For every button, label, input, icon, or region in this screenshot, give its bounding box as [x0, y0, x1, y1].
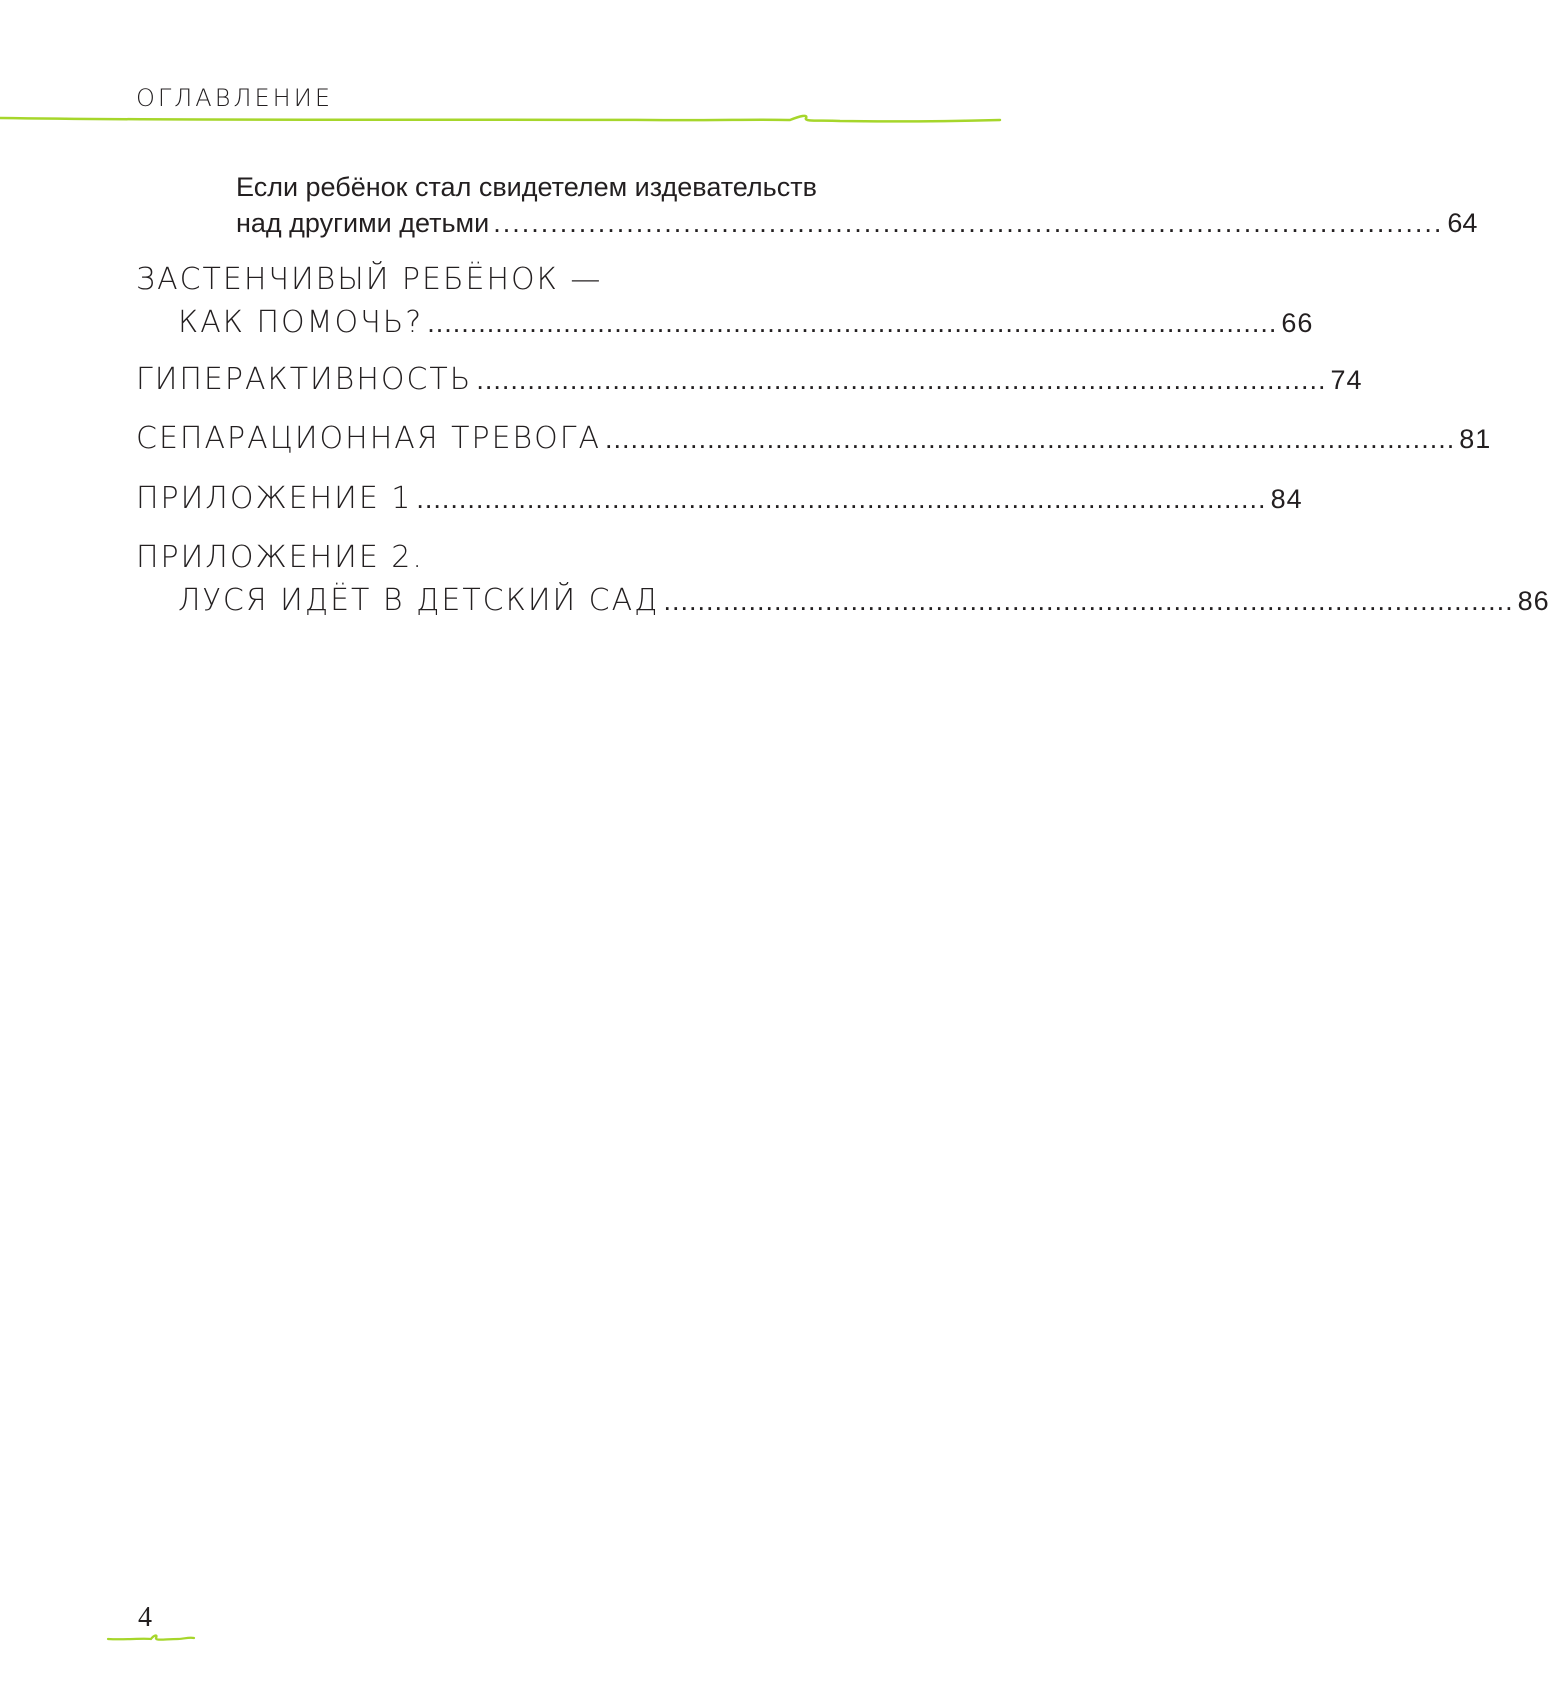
toc-entry-line: [236, 172, 950, 203]
header-rule: [0, 108, 1000, 134]
toc-entry-line: [136, 421, 1492, 456]
toc-page-number: 86: [1517, 586, 1550, 616]
toc-entry-appendix-1[interactable]: [136, 481, 1303, 516]
toc-entry-title: ЛУСЯ ИДЁТ В ДЕТСКИЙ САД: [178, 583, 660, 618]
toc-entry-line: [136, 262, 950, 297]
toc-entry-hyperactivity[interactable]: [136, 362, 1363, 397]
toc-entry-line: [136, 583, 1550, 618]
toc-entry-bullying-witness[interactable]: [236, 172, 1478, 239]
toc-page-number: 66: [1281, 308, 1314, 338]
toc-entry-separation-anxiety[interactable]: [136, 421, 1492, 456]
dot-leader: ....................................................................................................: [605, 424, 1456, 454]
toc-entry-shy-child[interactable]: [136, 262, 1314, 340]
toc-entry-line: [136, 305, 1314, 340]
toc-entry-line: [136, 540, 950, 575]
toc-entry-title: ЗАСТЕНЧИВЫЙ РЕБЁНОК —: [136, 262, 603, 297]
dot-leader: ....................................................................................................: [663, 586, 1514, 616]
page-number: 4: [138, 1602, 152, 1633]
dot-leader: ....................................................................................................: [493, 208, 1444, 238]
toc-entry-appendix-2[interactable]: [136, 540, 1550, 618]
toc-entry-line: [236, 208, 1478, 239]
toc-entry-title: ПРИЛОЖЕНИЕ 2.: [136, 540, 424, 575]
toc-entry-title: Если ребёнок стал свидетелем издевательств: [236, 172, 817, 202]
toc-entry-title: СЕПАРАЦИОННАЯ ТРЕВОГА: [136, 421, 602, 456]
toc-page-number: 74: [1330, 365, 1363, 395]
toc-page-number: 64: [1447, 208, 1478, 238]
toc-entry-title: ГИПЕРАКТИВНОСТЬ: [136, 362, 473, 397]
toc-entry-title: над другими детьми: [236, 208, 490, 238]
dot-leader: ....................................................................................................: [416, 484, 1267, 514]
toc-entry-title: ПРИЛОЖЕНИЕ 1: [136, 481, 413, 516]
toc-entry-title: КАК ПОМОЧЬ?: [178, 305, 424, 340]
footer-rule: [106, 1630, 198, 1646]
toc-page-number: 81: [1459, 424, 1492, 454]
toc-entry-line: [136, 362, 1363, 397]
dot-leader: ....................................................................................................: [427, 308, 1278, 338]
toc-entry-line: [136, 481, 1303, 516]
running-title: ОГЛАВЛЕНИЕ: [136, 84, 333, 112]
toc-page-number: 84: [1270, 484, 1303, 514]
dot-leader: ....................................................................................................: [476, 365, 1327, 395]
